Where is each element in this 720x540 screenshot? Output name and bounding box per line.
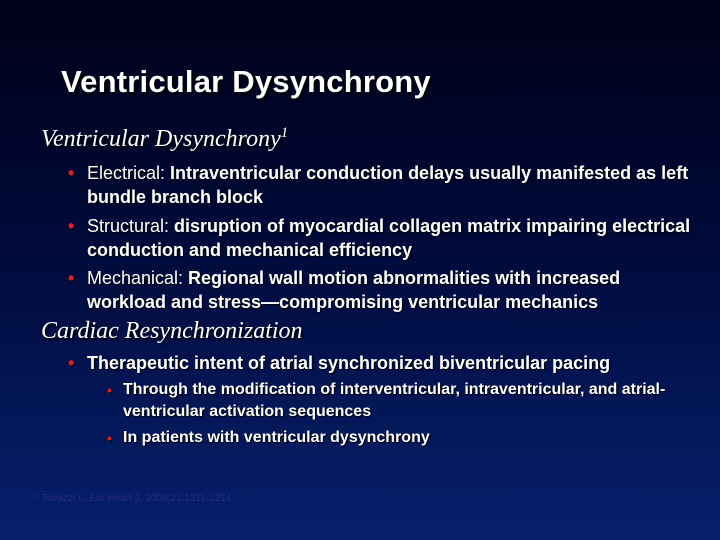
bullet-lead: Electrical: [87,163,166,183]
bullet-electrical [68,161,698,209]
bullet-text: Intraventricular conduction delays usually manifested as left bundle branch block [87,163,689,207]
bullet-lead: Mechanical: [87,268,184,288]
subbullet-patients [107,427,697,449]
bullet-dot-icon: • [68,353,75,373]
citation-footnote: ¹ Tavazzi L. Eur Heart J. 2000;21:1211-1214. [36,493,235,504]
bullet-therapeutic-intent [68,351,698,375]
slide-title: Ventricular Dysynchrony [61,64,431,99]
bullet-mechanical [68,266,698,314]
subbullet-text: Through the modification of interventricular, intraventricular, and atrial-ventricular activation sequences [123,381,666,420]
bullet-text: disruption of myocardial collagen matrix impairing electrical conduction and mechanical efficiency [87,216,691,260]
bullet-dot-icon: • [68,216,75,236]
bullet-lead: Structural: [87,216,170,236]
section-heading-resynchronization: Cardiac Resynchronization [41,318,303,344]
section-heading-text: Ventricular Dysynchrony [41,126,281,152]
bullet-dot-icon: • [68,268,75,288]
subbullet-dot-icon: • [107,430,112,446]
section-heading-dysynchrony [41,126,288,153]
bullet-dot-icon: • [68,163,75,183]
bullet-text: Regional wall motion abnormalities with increased workload and stress—compromising ventricular mechanics [87,268,621,312]
subbullet-dot-icon: • [107,382,112,398]
bullet-text: Therapeutic intent of atrial synchronized biventricular pacing [87,353,611,373]
subbullet-text: In patients with ventricular dysynchrony [123,429,430,446]
bullet-structural [68,214,698,262]
subbullet-modification [107,379,697,423]
footnote-marker: 1 [280,125,289,141]
